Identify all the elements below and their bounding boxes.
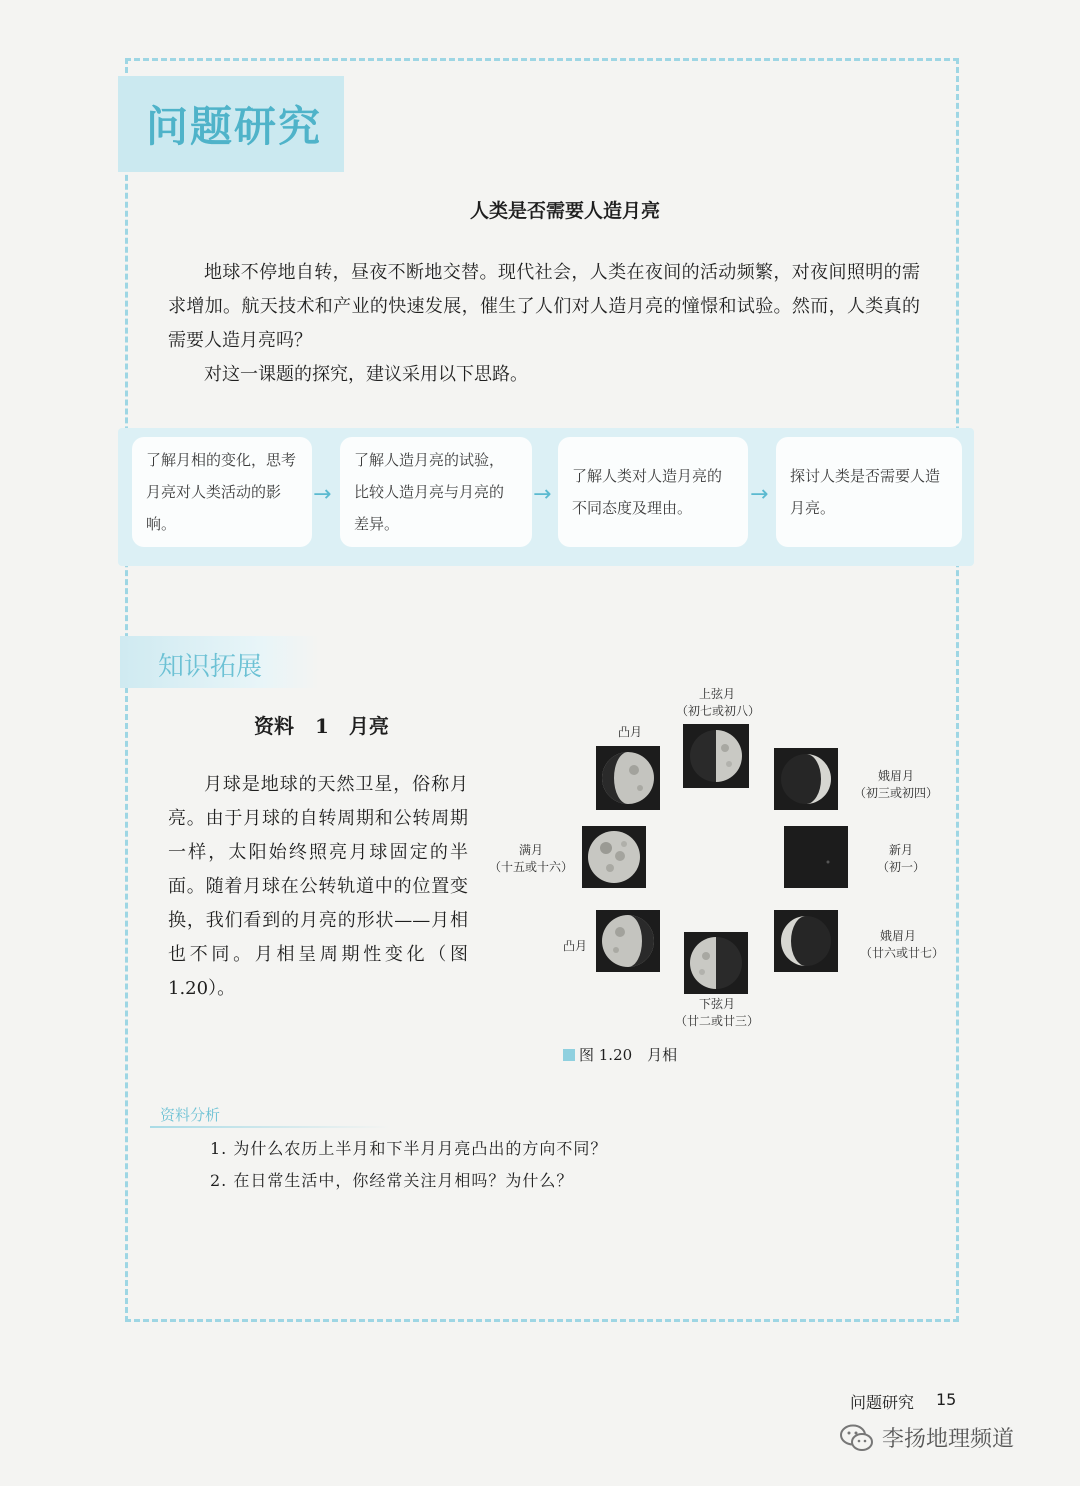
flow-step: 了解人类对人造月亮的不同态度及理由。 bbox=[558, 437, 748, 547]
phase-name: 新月 bbox=[888, 843, 913, 857]
footer-section: 问题研究 bbox=[850, 1393, 915, 1412]
moon-first-quarter-image bbox=[683, 724, 749, 788]
moon-first-quarter-label bbox=[676, 686, 761, 720]
phase-name: 满月 bbox=[518, 843, 543, 857]
watermark bbox=[840, 1422, 1014, 1453]
phase-name: 上弦月 bbox=[698, 687, 735, 701]
moon-full-image bbox=[582, 826, 646, 888]
moon-new-image bbox=[784, 826, 848, 888]
moon-gibbous-waning-image bbox=[596, 910, 660, 972]
figure-caption-text: 图 1.20 月相 bbox=[579, 1046, 678, 1064]
knowledge-section-tab bbox=[120, 636, 320, 688]
section-title: 问题研究 bbox=[146, 102, 323, 151]
intro-paragraph: 对这一课题的探究，建议采用以下思路。 bbox=[204, 364, 528, 385]
figure-caption bbox=[563, 1044, 677, 1065]
moon-waning-crescent-image bbox=[774, 910, 838, 972]
phase-name: 娥眉月 bbox=[877, 769, 914, 783]
moon-gibbous-label: 凸月 bbox=[617, 725, 642, 739]
material-paragraph: 月球是地球的天然卫星，俗称月亮。由于月球的自转周期和公转周期一样，太阳始终照亮月球固定的半面。随着月球在公转轨道中的位置变换，我们看到的月亮的形状——月相也不同。月相呈周期性变化（图 1.20）。 bbox=[168, 774, 468, 999]
section-title-banner bbox=[118, 76, 344, 172]
moon-gibbous-image bbox=[596, 746, 660, 810]
analysis-question: 1. 为什么农历上半月和下半月月亮凸出的方向不同？ bbox=[210, 1139, 608, 1158]
analysis-divider bbox=[150, 1126, 390, 1128]
phase-days: （初三或初四） bbox=[853, 786, 938, 800]
arrow-right-icon: → bbox=[533, 482, 552, 507]
caption-square-icon bbox=[563, 1049, 575, 1061]
moon-gibbous-waning-label: 凸月 bbox=[562, 939, 587, 953]
arrow-right-icon: → bbox=[313, 482, 332, 507]
intro-text bbox=[168, 256, 920, 392]
phase-days: （初七或初八） bbox=[676, 704, 761, 718]
page-frame bbox=[125, 58, 959, 1322]
wechat-icon bbox=[840, 1424, 874, 1452]
phase-days: （廿六或廿七） bbox=[860, 946, 945, 960]
watermark-text: 李扬地理频道 bbox=[882, 1427, 1015, 1452]
page-number: 15 bbox=[936, 1390, 957, 1409]
material-title: 资料 1 月亮 bbox=[254, 714, 389, 738]
arrow-right-icon: → bbox=[750, 482, 769, 507]
phase-name: 娥眉月 bbox=[879, 929, 916, 943]
phase-name: 下弦月 bbox=[698, 997, 735, 1011]
moon-waning-crescent-label bbox=[860, 928, 945, 962]
moon-new-label bbox=[874, 842, 928, 876]
moon-last-quarter-image bbox=[684, 932, 748, 994]
analysis-question: 2. 在日常生活中，你经常关注月相吗？为什么？ bbox=[210, 1171, 574, 1190]
moon-waxing-crescent-label bbox=[848, 768, 944, 802]
moon-full-label bbox=[488, 842, 574, 876]
knowledge-section-title: 知识拓展 bbox=[158, 652, 263, 682]
analysis-label: 资料分析 bbox=[160, 1106, 221, 1124]
material-text bbox=[168, 768, 468, 1006]
flow-step: 了解月相的变化，思考月亮对人类活动的影响。 bbox=[132, 437, 312, 547]
phase-days: （十五或十六） bbox=[488, 860, 573, 874]
flow-step: 探讨人类是否需要人造月亮。 bbox=[776, 437, 962, 547]
intro-paragraph: 地球不停地自转，昼夜不断地交替。现代社会，人类在夜间的活动频繁，对夜间照明的需求增加。航天技术和产业的快速发展，催生了人们对人造月亮的憧憬和试验。然而，人类真的需要人造月亮吗？ bbox=[168, 262, 920, 351]
flow-step: 了解人造月亮的试验，比较人造月亮与月亮的差异。 bbox=[340, 437, 532, 547]
article-title: 人类是否需要人造月亮 bbox=[469, 200, 660, 222]
moon-last-quarter-label bbox=[672, 996, 762, 1030]
moon-waxing-crescent-image bbox=[774, 748, 838, 810]
phase-days: （初一） bbox=[876, 860, 925, 874]
phase-days: （廿二或廿三） bbox=[674, 1014, 759, 1028]
